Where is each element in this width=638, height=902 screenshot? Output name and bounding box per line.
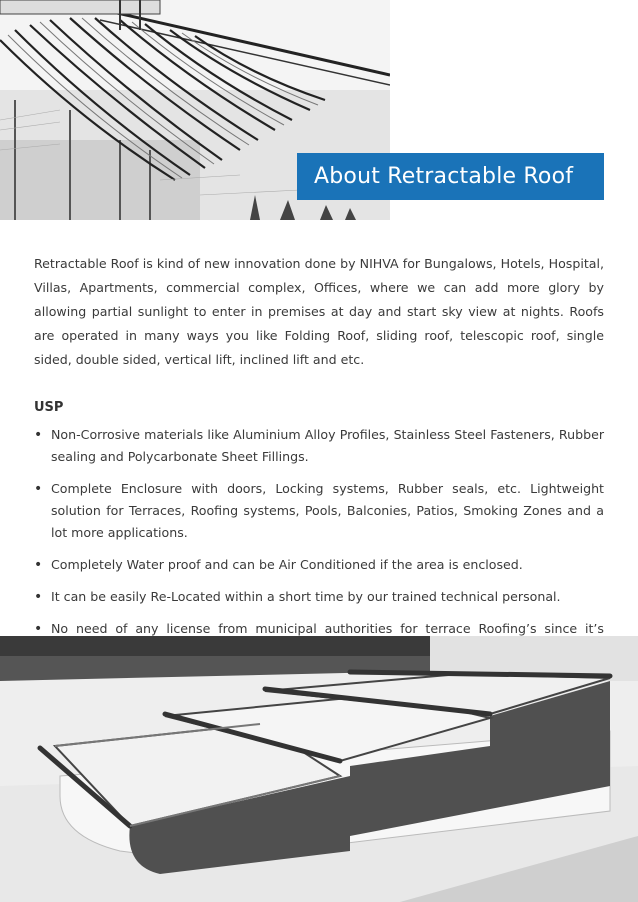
- usp-heading: USP: [34, 400, 64, 415]
- usp-list: [34, 424, 604, 662]
- usp-item: • Complete Enclosure with doors, Locking systems, Rubber seals, etc. Lightweight solution for Terraces, Roofing systems, Pools, Balconies, Patios, Smoking Zones and a lot more applications.: [34, 478, 604, 544]
- usp-item: • No need of any license from municipal authorities for terrace Roofing’s since it’s: [34, 618, 604, 662]
- usp-item: • It can be easily Re-Located within a short time by our trained technical personal.: [34, 586, 604, 608]
- usp-item: • Completely Water proof and can be Air Conditioned if the area is enclosed.: [34, 554, 604, 576]
- intro-paragraph: Retractable Roof is kind of new innovation done by NIHVA for Bungalows, Hotels, Hospital, Villas, Apartments, commercial complex, Offices, where we can add more glory by allowing partial sunlight to enter in premises at day and start sky view at nights. Roofs are operated in many ways you like Folding Roof, sliding roof, telescopic roof, single sided, double sided, vertical lift, inclined lift and etc.: [34, 256, 604, 367]
- roof-installation-photo: [0, 636, 638, 902]
- content-section: [34, 252, 604, 672]
- page-title: About Retractable Roof: [297, 153, 604, 200]
- usp-item: • Non-Corrosive materials like Aluminium Alloy Profiles, Stainless Steel Fasteners, Rubber sealing and Polycarbonate Sheet Fillings.: [34, 424, 604, 468]
